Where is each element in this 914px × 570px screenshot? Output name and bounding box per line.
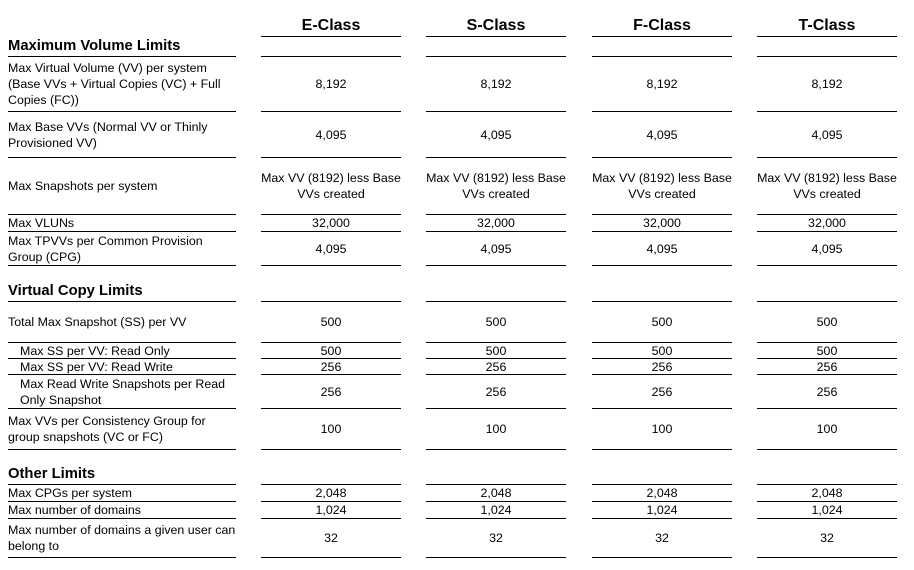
table-cell: 2,048 (480, 486, 512, 500)
table-cell: 32,000 (643, 216, 681, 230)
row-label: Max TPVVs per Common Provision Group (CPG) (8, 233, 203, 264)
table-cell: 1,024 (480, 503, 512, 517)
table-cell: 4,095 (315, 241, 347, 256)
table-cell: 8,192 (315, 77, 347, 91)
table-cell: 4,095 (811, 241, 843, 256)
row-divider (757, 265, 897, 266)
table-cell: 500 (485, 343, 507, 358)
section-title: Other Limits (8, 466, 96, 482)
table-row (0, 375, 914, 408)
table-cell: 2,048 (315, 486, 347, 500)
section-row (0, 463, 914, 484)
table-cell: 500 (816, 315, 838, 329)
table-row (0, 502, 914, 518)
row-label: Total Max Snapshot (SS) per VV (8, 315, 187, 329)
table-cell: 256 (816, 359, 838, 374)
table-cell: 32,000 (808, 216, 846, 230)
table-cell: 8,192 (480, 77, 512, 91)
table-cell: 256 (485, 359, 507, 374)
row-divider (426, 265, 566, 266)
table-cell: 2,048 (811, 486, 843, 500)
table-cell: 32 (820, 531, 834, 545)
column-header: F-Class (633, 17, 691, 34)
row-divider (592, 557, 732, 558)
table-cell: 4,095 (646, 241, 678, 256)
row-label: Max number of domains (8, 503, 141, 517)
table-row (0, 112, 914, 157)
table-cell: 32 (655, 531, 669, 545)
row-divider (8, 449, 236, 450)
table-cell: 8,192 (646, 77, 678, 91)
table-cell: 256 (485, 384, 507, 399)
column-header: E-Class (301, 17, 361, 34)
row-label: Max Read Write Snapshots per Read Only Snapshot (20, 376, 226, 407)
table-cell: 32 (324, 531, 338, 545)
table-cell: 32,000 (312, 216, 350, 230)
row-divider (261, 265, 401, 266)
table-cell: 256 (320, 359, 342, 374)
table-cell: 500 (320, 343, 342, 358)
table-cell: 4,095 (480, 127, 512, 142)
table-cell: 4,095 (480, 241, 512, 256)
row-divider (8, 557, 236, 558)
table-cell: 100 (816, 422, 838, 436)
row-label: Max SS per VV: Read Only (20, 343, 170, 358)
table-cell: 4,095 (811, 127, 843, 142)
table-row (0, 158, 914, 214)
row-divider (592, 265, 732, 266)
table-row (0, 232, 914, 265)
section-row (0, 280, 914, 301)
column-header: T-Class (798, 17, 856, 34)
table-cell: Max VV (8192) less Base VVs created (592, 171, 732, 201)
row-label: Max SS per VV: Read Write (20, 359, 173, 374)
table-cell: 1,024 (315, 503, 347, 517)
table-cell: 4,095 (646, 127, 678, 142)
section-row (0, 36, 914, 56)
row-divider (426, 557, 566, 558)
section-title: Virtual Copy Limits (8, 283, 143, 299)
column-header: S-Class (466, 17, 526, 34)
table-cell: 500 (485, 315, 507, 329)
row-divider (261, 449, 401, 450)
table-cell: 1,024 (811, 503, 843, 517)
row-divider (261, 557, 401, 558)
table-cell: 500 (816, 343, 838, 358)
row-divider (757, 449, 897, 450)
table-cell: Max VV (8192) less Base VVs created (261, 171, 401, 201)
row-label: Max number of domains a given user can belong to (8, 523, 236, 553)
row-label: Max CPGs per system (8, 486, 132, 500)
row-divider (757, 557, 897, 558)
row-label: Max Snapshots per system (8, 179, 158, 193)
table-cell: 100 (651, 422, 673, 436)
section-title: Maximum Volume Limits (8, 38, 181, 54)
row-label: Max Base VVs (Normal VV or Thinly Provisioned VV) (8, 119, 208, 150)
table-cell: 256 (816, 384, 838, 399)
table-cell: 32,000 (477, 216, 515, 230)
table-row (0, 359, 914, 374)
table-row (0, 485, 914, 501)
table-cell: 32 (489, 531, 503, 545)
table-row (0, 57, 914, 111)
table-cell: Max VV (8192) less Base VVs created (426, 171, 566, 201)
row-divider (8, 265, 236, 266)
table-row (0, 519, 914, 557)
table-cell: 100 (485, 422, 507, 436)
table-cell: 2,048 (646, 486, 678, 500)
table-cell: 1,024 (646, 503, 678, 517)
table-row (0, 409, 914, 449)
table-row (0, 215, 914, 231)
table-row (0, 343, 914, 358)
table-cell: 500 (651, 343, 673, 358)
table-cell: 100 (320, 422, 342, 436)
table-cell: Max VV (8192) less Base VVs created (757, 171, 897, 201)
row-divider (592, 449, 732, 450)
row-divider (426, 449, 566, 450)
table-cell: 256 (651, 359, 673, 374)
row-label: Max Virtual Volume (VV) per system (Base VVs + Virtual Copies (VC) + Full Copies (FC)) (8, 61, 221, 107)
row-label: Max VVs per Consistency Group for group snapshots (VC or FC) (8, 414, 206, 444)
table-cell: 4,095 (315, 127, 347, 142)
table-cell: 8,192 (811, 77, 843, 91)
row-label: Max VLUNs (8, 216, 75, 230)
table-cell: 500 (651, 315, 673, 329)
table-cell: 256 (651, 384, 673, 399)
table-cell: 256 (320, 384, 342, 399)
table-cell: 500 (320, 315, 342, 329)
table-row (0, 302, 914, 342)
